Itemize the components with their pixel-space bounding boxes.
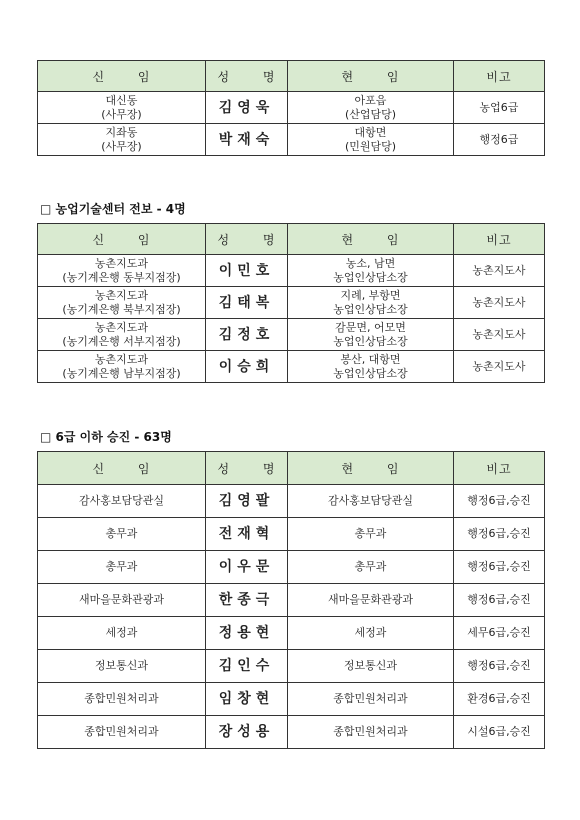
current-cell: 총무과	[288, 551, 454, 584]
new-post-cell: 감사홍보담당관실	[38, 485, 206, 518]
name-cell: 김태복	[206, 287, 288, 319]
current-cell: 아포읍 (산업담당)	[288, 92, 454, 124]
current-cell: 농소, 남면 농업인상담소장	[288, 255, 454, 287]
note-cell: 시설6급,승진	[454, 716, 545, 749]
note-cell: 농업6급	[454, 92, 545, 124]
note-cell: 농촌지도사	[454, 255, 545, 287]
name-cell: 전재혁	[206, 518, 288, 551]
name-cell: 김영욱	[206, 92, 288, 124]
name-cell: 김인수	[206, 650, 288, 683]
note-cell: 행정6급,승진	[454, 650, 545, 683]
current-cell: 감문면, 어모면 농업인상담소장	[288, 319, 454, 351]
note-cell: 농촌지도사	[454, 319, 545, 351]
table-row	[38, 351, 545, 383]
header-new-post: 신 임	[38, 452, 206, 485]
current-cell: 정보통신과	[288, 650, 454, 683]
table-row	[38, 617, 545, 650]
new-post-cell: 지좌동 (사무장)	[38, 124, 206, 156]
header-note: 비고	[454, 224, 545, 255]
note-cell: 행정6급,승진	[454, 485, 545, 518]
name-cell: 한종극	[206, 584, 288, 617]
current-cell: 총무과	[288, 518, 454, 551]
current-cell: 종합민원처리과	[288, 683, 454, 716]
new-post-cell: 정보통신과	[38, 650, 206, 683]
header-new-post: 신 임	[38, 224, 206, 255]
new-post-cell: 세정과	[38, 617, 206, 650]
table-row	[38, 124, 545, 156]
header-current: 현 임	[288, 224, 454, 255]
table-row	[38, 319, 545, 351]
current-cell: 대항면 (민원담당)	[288, 124, 454, 156]
transfer-table-1	[37, 60, 545, 156]
header-note: 비고	[454, 61, 545, 92]
new-post-cell: 농촌지도과 (농기계은행 남부지점장)	[38, 351, 206, 383]
new-post-cell: 새마을문화관광과	[38, 584, 206, 617]
name-cell: 김정호	[206, 319, 288, 351]
current-cell: 새마을문화관광과	[288, 584, 454, 617]
note-cell: 세무6급,승진	[454, 617, 545, 650]
table-row	[38, 255, 545, 287]
current-cell: 봉산, 대항면 농업인상담소장	[288, 351, 454, 383]
table-row	[38, 287, 545, 319]
new-post-cell: 농촌지도과 (농기계은행 동부지점장)	[38, 255, 206, 287]
table-header	[38, 224, 545, 255]
name-cell: 김영팔	[206, 485, 288, 518]
name-cell: 임창현	[206, 683, 288, 716]
new-post-cell: 총무과	[38, 551, 206, 584]
new-post-cell: 농촌지도과 (농기계은행 서부지점장)	[38, 319, 206, 351]
current-cell: 지례, 부항면 농업인상담소장	[288, 287, 454, 319]
name-cell: 박재숙	[206, 124, 288, 156]
table-row	[38, 650, 545, 683]
section-title-agri-center: □ 농업기술센터 전보 - 4명	[40, 202, 186, 216]
note-cell: 행정6급	[454, 124, 545, 156]
name-cell: 정용현	[206, 617, 288, 650]
header-name: 성 명	[206, 452, 288, 485]
table-row	[38, 584, 545, 617]
header-new-post: 신 임	[38, 61, 206, 92]
current-cell: 감사홍보담당관실	[288, 485, 454, 518]
name-cell: 이우문	[206, 551, 288, 584]
note-cell: 행정6급,승진	[454, 584, 545, 617]
header-name: 성 명	[206, 224, 288, 255]
name-cell: 장성용	[206, 716, 288, 749]
new-post-cell: 대신동 (사무장)	[38, 92, 206, 124]
note-cell: 농촌지도사	[454, 351, 545, 383]
name-cell: 이승희	[206, 351, 288, 383]
new-post-cell: 종합민원처리과	[38, 716, 206, 749]
table-row	[38, 716, 545, 749]
table-row	[38, 518, 545, 551]
current-cell: 세정과	[288, 617, 454, 650]
name-cell: 이민호	[206, 255, 288, 287]
table-row	[38, 551, 545, 584]
transfer-table-2	[37, 223, 545, 383]
table-header	[38, 452, 545, 485]
note-cell: 환경6급,승진	[454, 683, 545, 716]
current-cell: 종합민원처리과	[288, 716, 454, 749]
header-name: 성 명	[206, 61, 288, 92]
table-header	[38, 61, 545, 92]
table-row	[38, 92, 545, 124]
header-current: 현 임	[288, 61, 454, 92]
new-post-cell: 총무과	[38, 518, 206, 551]
promotion-table	[37, 451, 545, 749]
table-row	[38, 485, 545, 518]
note-cell: 행정6급,승진	[454, 551, 545, 584]
header-note: 비고	[454, 452, 545, 485]
note-cell: 농촌지도사	[454, 287, 545, 319]
note-cell: 행정6급,승진	[454, 518, 545, 551]
table-row	[38, 683, 545, 716]
new-post-cell: 종합민원처리과	[38, 683, 206, 716]
section-title-promotion: □ 6급 이하 승진 - 63명	[40, 430, 172, 444]
new-post-cell: 농촌지도과 (농기계은행 북부지점장)	[38, 287, 206, 319]
header-current: 현 임	[288, 452, 454, 485]
